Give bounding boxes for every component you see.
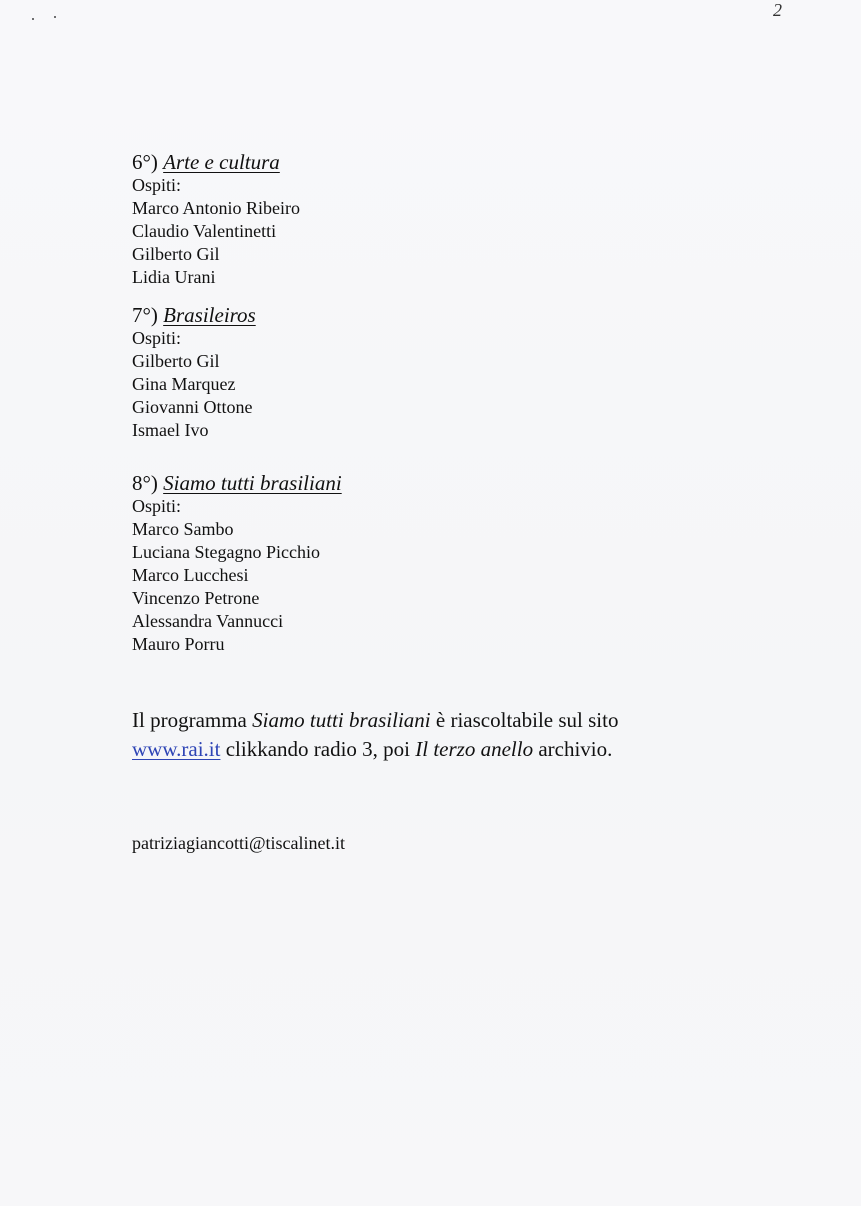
section-number: 8°)	[132, 471, 158, 495]
guest-name: Gilberto Gil	[132, 244, 220, 264]
section-title: Brasileiros	[163, 303, 256, 327]
section-title: Siamo tutti brasiliani	[163, 471, 342, 495]
scan-speck	[54, 16, 56, 18]
guest-name: Alessandra Vannucci	[132, 611, 284, 631]
section-title: Arte e cultura	[163, 150, 280, 174]
note-line-2	[132, 735, 618, 764]
guest-name: Luciana Stegagno Picchio	[132, 542, 320, 562]
section-heading	[132, 471, 342, 495]
note-text: è riascoltabile sul sito	[430, 708, 619, 732]
note-text: clikkando radio 3, poi	[220, 737, 416, 761]
guest-name: Vincenzo Petrone	[132, 588, 260, 608]
guests-label: Ospiti:	[132, 328, 182, 348]
guest-name: Marco Sambo	[132, 519, 234, 539]
guest-name: Marco Antonio Ribeiro	[132, 198, 300, 218]
page-number: 2	[773, 0, 782, 20]
guest-name: Mauro Porru	[132, 634, 225, 654]
section-arte-e-cultura	[132, 150, 300, 289]
guest-name: Giovanni Ottone	[132, 397, 253, 417]
guest-name: Gilberto Gil	[132, 351, 220, 371]
replay-note	[132, 706, 618, 764]
scan-speck	[32, 18, 34, 20]
guest-name: Gina Marquez	[132, 374, 236, 394]
section-number: 7°)	[132, 303, 158, 327]
program-title: Il terzo anello	[415, 737, 534, 761]
contact-email[interactable]: patriziagiancotti@tiscalinet.it	[132, 833, 346, 853]
section-number: 6°)	[132, 150, 158, 174]
guest-name: Ismael Ivo	[132, 420, 209, 440]
section-heading	[132, 303, 256, 327]
guests-label: Ospiti:	[132, 496, 182, 516]
guest-name: Marco Lucchesi	[132, 565, 249, 585]
rai-website-link[interactable]: www.rai.it	[132, 737, 221, 761]
note-line-1	[132, 706, 618, 735]
section-siamo-tutti-brasiliani	[132, 471, 342, 656]
program-title: Siamo tutti brasiliani	[252, 708, 431, 732]
guests-label: Ospiti:	[132, 175, 182, 195]
section-brasileiros	[132, 303, 256, 442]
note-text: Il programma	[132, 708, 253, 732]
section-heading	[132, 150, 300, 174]
guest-name: Lidia Urani	[132, 267, 216, 287]
note-text: archivio.	[533, 737, 613, 761]
guest-name: Claudio Valentinetti	[132, 221, 277, 241]
